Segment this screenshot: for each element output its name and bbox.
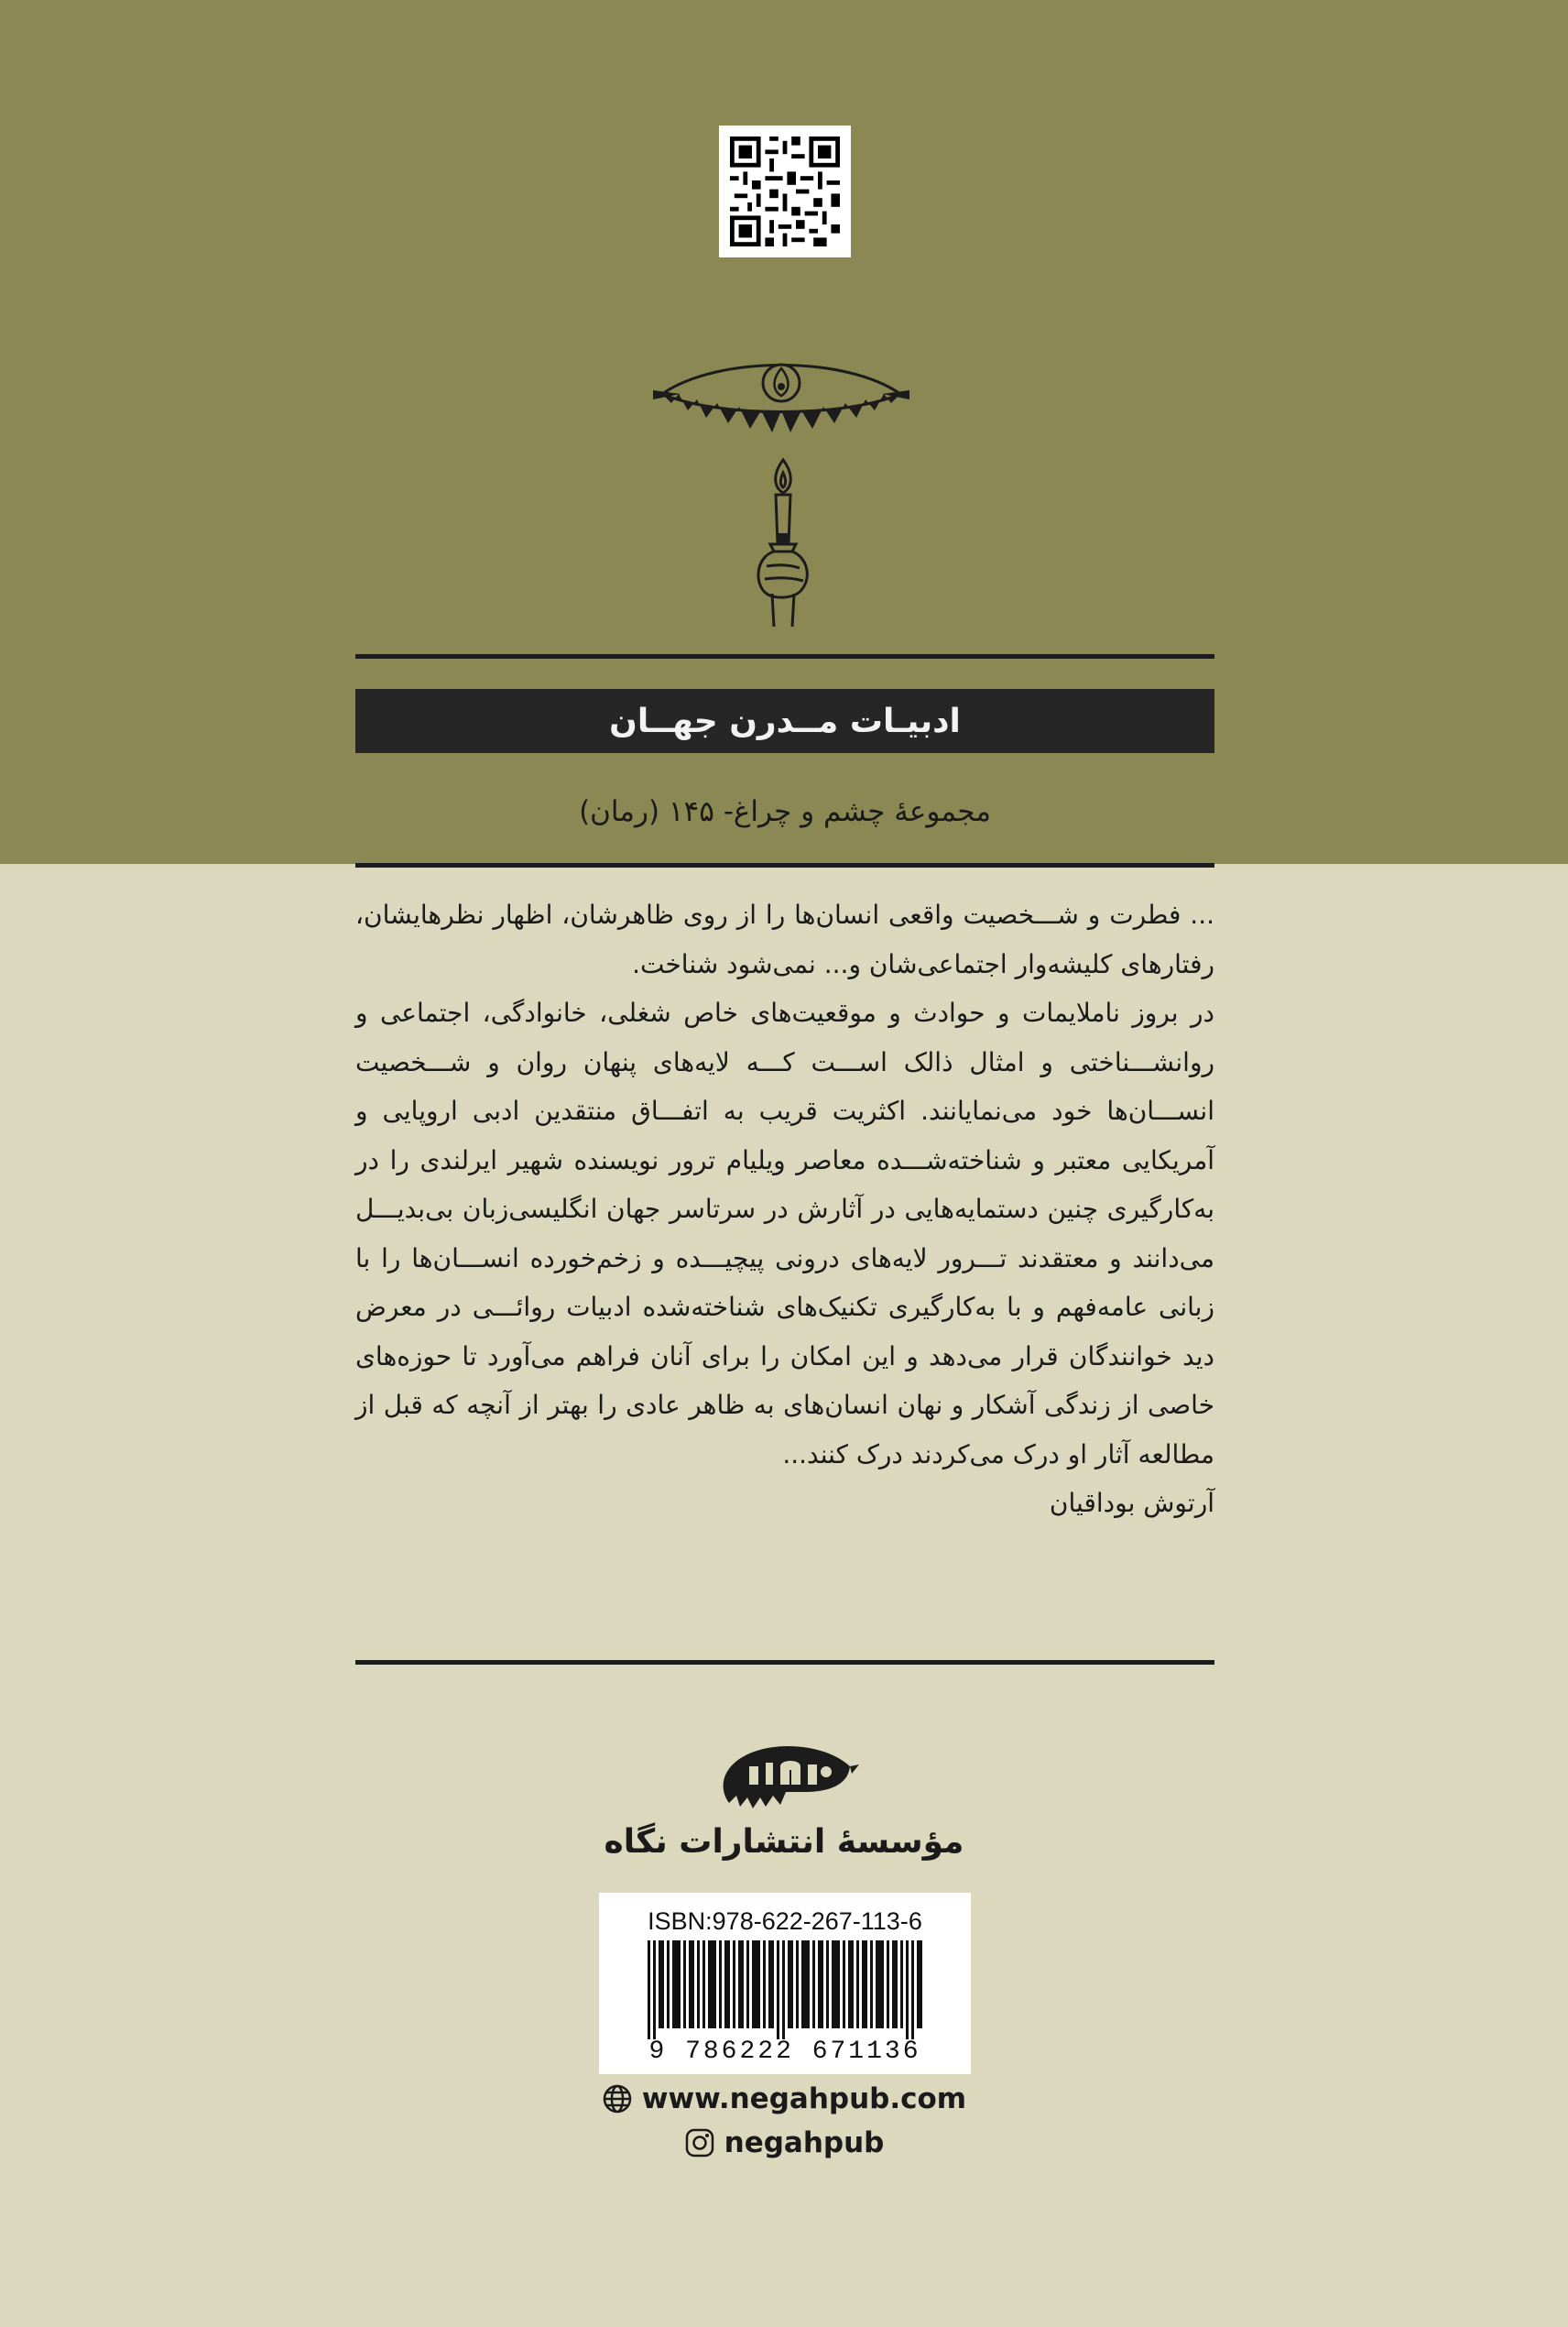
website-line (550, 2082, 1018, 2115)
top-divider (355, 654, 1214, 659)
website-url[interactable]: www.negahpub.com (641, 2082, 967, 2115)
isbn-barcode-box (599, 1893, 971, 2074)
series-title-bar (355, 689, 1214, 753)
back-cover-blurb (355, 890, 1214, 1528)
qr-code (719, 126, 851, 257)
series-title: ادبیـات مــدرن جهــان (609, 702, 961, 740)
globe-icon (602, 2083, 633, 2114)
blurb-paragraph: در بروز ناملایمات و حوادث و موقعیت‌های خاص شغلی، خانوادگی، اجتماعی و روانشـــناختی و امثال ذالک اســـت کـــه لایه‌های پنهان روان و شـــخصیت انســـان‌ها خود می‌نمایانند. اکثریت قریب به اتفـــاق منتقدین ادبی اروپایی و آمریکایی معتبر و شناخته‌شـــده معاصر ویلیام ترور نویسنده شهیر ایرلندی را در به‌کارگیری چنین دستمایه‌هایی در آثارش در سرتاسر جهان انگلیسی‌زبان بی‌بدیـــل می‌دانند و معتقدند تـــرور لایه‌های درونی پیچیـــده و زخم‌خورده انســـان‌ها را با زبانی عامه‌فهم و با به‌کارگیری تکنیک‌های شناخته‌شده ادبیات روائـــی در معرض دید خوانندگان قرار می‌دهد و این امکان را برای آنان فراهم می‌آورد تا حوزه‌های خاصی از زندگی آشکار و نهان انسان‌های به ظاهر عادی را بهتر از آنچه که قبل از مطالعه آثار او درک می‌کردند درک کنند... (355, 998, 1214, 1469)
candle-in-hand-icon (746, 456, 820, 630)
blurb-author: آرتوش بوداقیان (1049, 1488, 1214, 1518)
middle-divider (355, 863, 1214, 868)
blurb-paragraph: ... فطرت و شـــخصیت واقعی انسان‌ها را از روی ظاهرشان، اظهار نظرهایشان، رفتارهای کلیشه‌وار اجتماعی‌شان و... نمی‌شود شناخت. (355, 900, 1214, 979)
instagram-icon (684, 2127, 715, 2158)
isbn-label: ISBN:978-622-267-113-6 (648, 1907, 922, 1935)
barcode-bars (648, 1940, 922, 2039)
instagram-handle[interactable]: negahpub (724, 2126, 885, 2159)
eye-emblem-icon (644, 346, 919, 447)
instagram-line (550, 2126, 1018, 2159)
qr-code-pattern (730, 137, 840, 246)
publisher-name: مؤسسهٔ انتشارات نگاه (604, 1823, 964, 1861)
negah-feather-logo-icon (713, 1739, 859, 1812)
barcode-digits: 9 786222 671136 (648, 2037, 921, 2066)
series-subtitle: مجموعهٔ چشم و چراغ- ۱۴۵ (رمان) (579, 795, 991, 828)
bottom-divider (355, 1660, 1214, 1665)
